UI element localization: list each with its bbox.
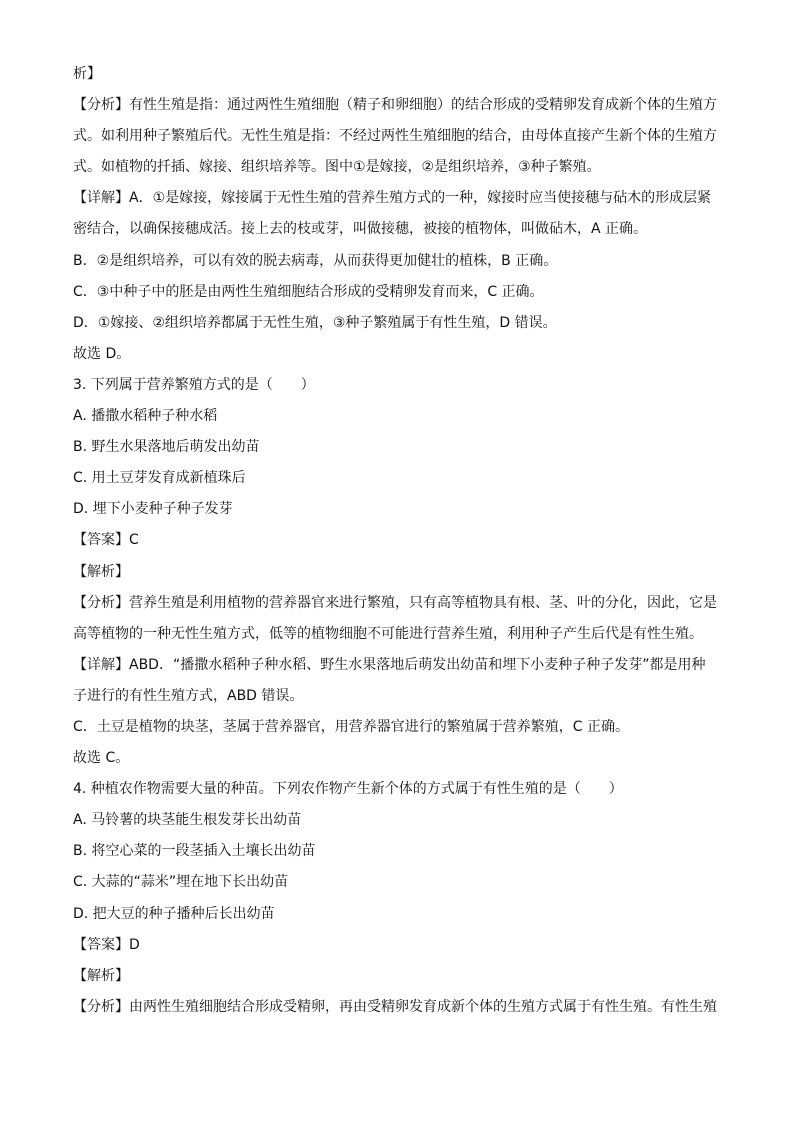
question-4-option-a: A. 马铃薯的块茎能生根发芽长出幼苗 xyxy=(73,812,302,829)
text-line-4: 式。如植物的扦插、嫁接、组织培养等。图中①是嫁接，②是组织培养，③种子繁殖。 xyxy=(73,159,601,176)
text-line-19: 高等植物的一种无性生殖方式，低等的植物细胞不可能进行营养生殖，利用种子产生后代是有性生殖。 xyxy=(73,625,703,642)
text-line-31: 【分析】由两性生殖细胞结合形成受精卵，再由受精卵发育成新个体的生殖方式属于有性生殖。有性生殖 xyxy=(73,998,717,1015)
text-line-20: 【详解】ABD．“播撒水稻种子种水稻、野生水果落地后萌发出幼苗和埋下小麦种子种子发芽”都是用种 xyxy=(73,656,706,673)
question-3-option-c: C. 用土豆芽发育成新植珠后 xyxy=(73,470,246,487)
text-line-3: 式。如利用种子繁殖后代。无性生殖是指：不经过两性生殖细胞的结合，由母体直接产生新个体的生殖方 xyxy=(73,128,717,145)
text-line-9: D．①嫁接、②组织培养都属于无性生殖，③种子繁殖属于有性生殖，D 错误。 xyxy=(73,314,557,331)
question-4-option-b: B. 将空心菜的一段茎插入土壤长出幼苗 xyxy=(73,843,316,860)
text-line-10: 故选 D。 xyxy=(73,345,131,362)
text-line-7: B．②是组织培养，可以有效的脱去病毒，从而获得更加健壮的植株，B 正确。 xyxy=(73,252,558,269)
question-4-stem: 4. 种植农作物需要大量的种苗。下列农作物产生新个体的方式属于有性生殖的是（ ） xyxy=(73,781,623,798)
question-4-answer: 【答案】D xyxy=(73,936,140,953)
text-line-6: 密结合，以确保接穗成活。接上去的枝或芽，叫做接穗，被接的植物体，叫做砧木，A 正确。 xyxy=(73,221,648,238)
document-page xyxy=(73,66,723,1030)
text-line-21: 子进行的有性生殖方式，ABD 错误。 xyxy=(73,687,304,704)
question-3-option-a: A. 播撒水稻种子种水稻 xyxy=(73,408,218,425)
question-4-option-d: D. 把大豆的种子播种后长出幼苗 xyxy=(73,905,275,922)
question-4-option-c: C. 大蒜的“蒜米”埋在地下长出幼苗 xyxy=(73,874,289,891)
text-line-1: 析】 xyxy=(73,66,101,82)
text-line-23: 故选 C。 xyxy=(73,750,130,767)
question-4-analysis-heading: 【解析】 xyxy=(73,967,129,984)
text-line-18: 【分析】营养生殖是利用植物的营养器官来进行繁殖，只有高等植物具有根、茎、叶的分化，因此，它是 xyxy=(73,594,717,611)
text-line-22: C．土豆是植物的块茎，茎属于营养器官，用营养器官进行的繁殖属于营养繁殖，C 正确。 xyxy=(73,718,629,735)
question-3-option-b: B. 野生水果落地后萌发出幼苗 xyxy=(73,439,260,456)
question-3-analysis-heading: 【解析】 xyxy=(73,563,129,580)
text-line-8: C．③中种子中的胚是由两性生殖细胞结合形成的受精卵发育而来，C 正确。 xyxy=(73,283,544,300)
question-3-stem: 3. 下列属于营养繁殖方式的是（ ） xyxy=(73,376,315,393)
text-line-2: 【分析】有性生殖是指：通过两性生殖细胞（精子和卵细胞）的结合形成的受精卵发育成新个体的生殖方 xyxy=(73,97,717,114)
question-3-answer: 【答案】C xyxy=(73,532,139,549)
text-line-5: 【详解】A．①是嫁接，嫁接属于无性生殖的营养生殖方式的一种，嫁接时应当使接穗与砧木的形成层紧 xyxy=(73,190,712,207)
question-3-option-d: D. 埋下小麦种子种子发芽 xyxy=(73,501,233,518)
